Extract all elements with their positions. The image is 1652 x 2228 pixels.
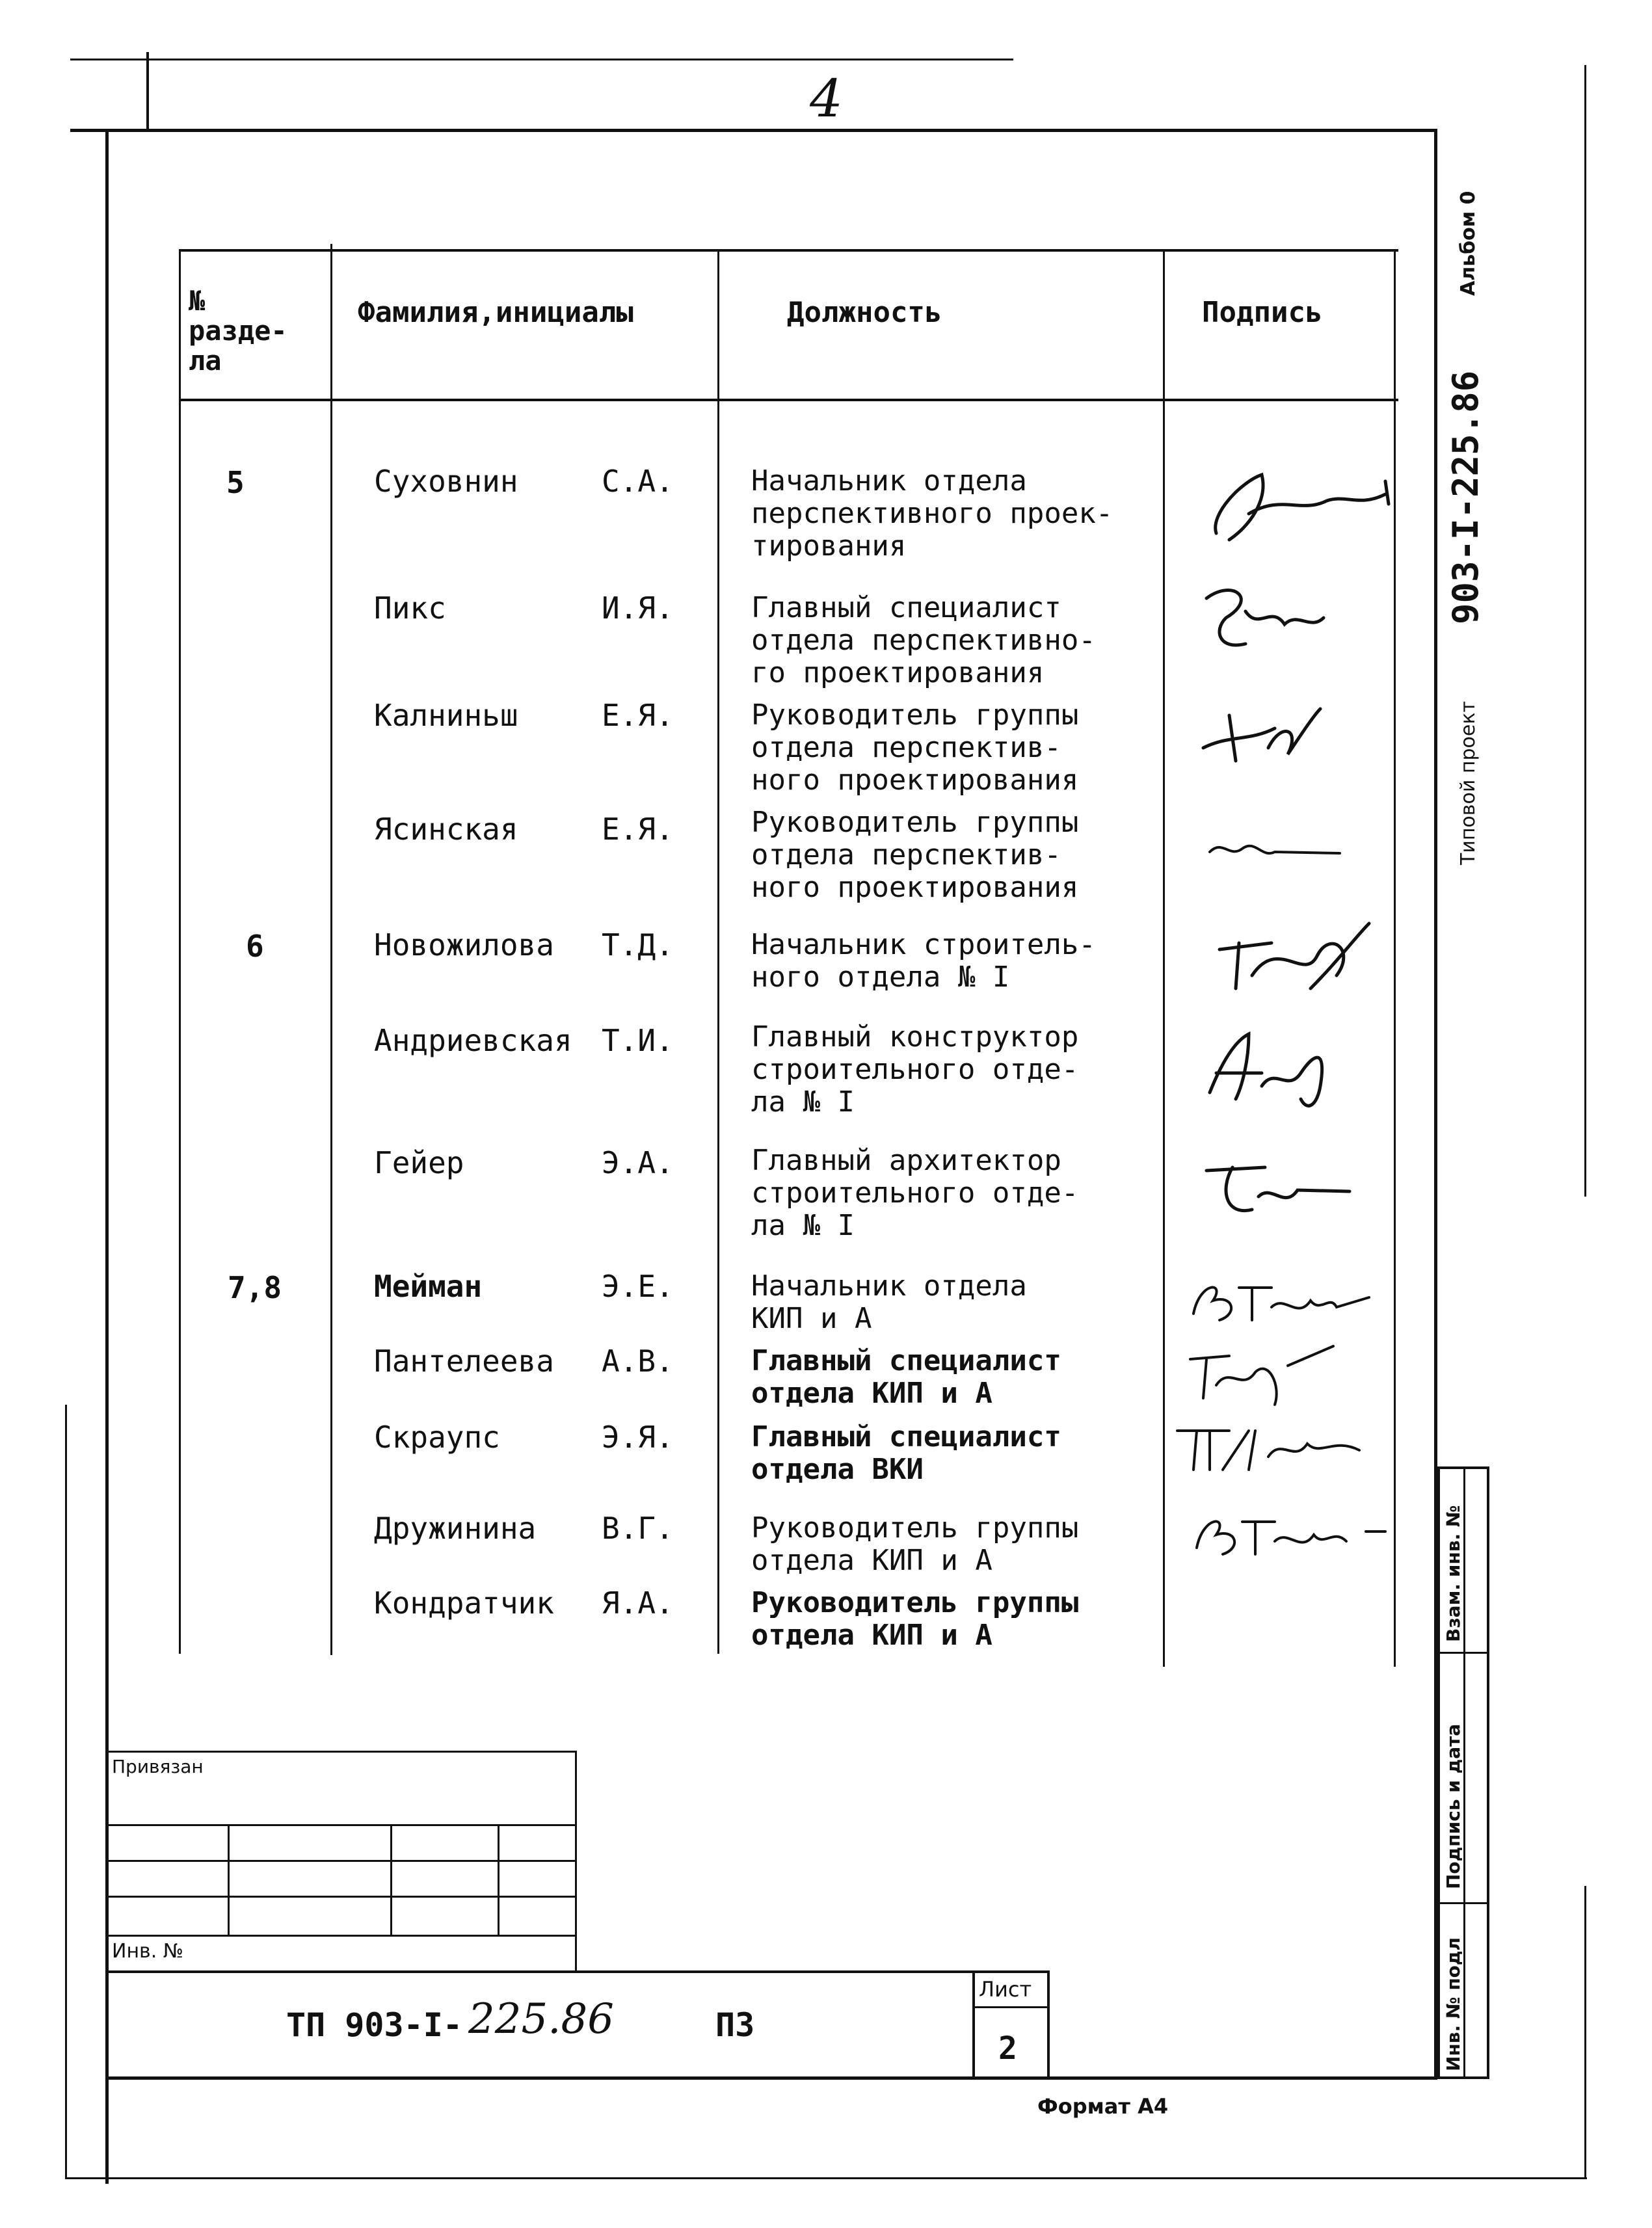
- table-row-position: Главный специалист отдела ВКИ: [751, 1420, 1061, 1486]
- field-exchange-inv: Взам. инв. №: [1443, 1505, 1464, 1642]
- table-col-line-1: [330, 244, 332, 1655]
- table-row-surname: Ясинская: [374, 812, 518, 847]
- inv-label: Инв. №: [112, 1940, 184, 1963]
- table-row-position: Начальник отдела КИП и А: [751, 1269, 1027, 1335]
- header-position: Должность: [787, 296, 942, 329]
- signature-image: [1184, 1502, 1392, 1567]
- side-stamp-sep1: [1437, 1652, 1489, 1654]
- doc-type: ПЗ: [715, 2006, 755, 2044]
- table-row-position: Руководитель группы отдела перспектив- ного проектирования: [751, 698, 1079, 797]
- table-row-surname: Мейман: [374, 1269, 483, 1304]
- table-row-surname: Кондратчик: [374, 1585, 554, 1621]
- table-col-line-3: [1163, 249, 1165, 1667]
- stamp-box-top: [108, 1751, 576, 1753]
- table-row-surname: Пантелеева: [374, 1344, 554, 1379]
- table-row-initials: С.А.: [602, 464, 674, 499]
- stamp-main-bottom: [108, 2076, 1437, 2080]
- format-label: Формат А4: [1037, 2094, 1169, 2119]
- table-row-position: Начальник строитель- ного отдела № I: [751, 928, 1096, 994]
- table-row-position: Главный архитектор строительного отде- ла № I: [751, 1144, 1079, 1242]
- outer-bottom-line: [65, 2177, 1587, 2179]
- outer-left-line: [65, 1405, 67, 2179]
- top-margin-line: [70, 59, 1013, 60]
- stamp-row-line: [108, 1896, 576, 1898]
- table-top-line: [179, 249, 1398, 252]
- table-row-position: Главный специалист отдела КИП и А: [751, 1344, 1061, 1410]
- signature-image: [1180, 1268, 1376, 1333]
- table-row-surname: Калниньш: [374, 698, 518, 733]
- signature-image: [1190, 689, 1340, 774]
- header-name: Фамилия,инициалы: [358, 296, 633, 329]
- table-row-surname: Андриевская: [374, 1023, 572, 1058]
- table-row-position: Главный конструктор строительного отде- ла № I: [751, 1020, 1079, 1119]
- table-col-line-0: [179, 249, 181, 1654]
- header-section-number: № разде-ла: [189, 285, 287, 377]
- binding-margin-line: [146, 52, 149, 130]
- table-row-surname: Новожилова: [374, 927, 554, 962]
- table-header-bottom-line: [179, 399, 1398, 401]
- frame-left: [105, 129, 109, 2184]
- stamp-row-line: [108, 1860, 576, 1862]
- doc-code-handwritten: 225.86: [468, 1995, 614, 2043]
- signature-image: [1171, 1411, 1366, 1476]
- project-number-side: 903-I-225.86: [1445, 370, 1486, 624]
- table-row-initials: И.Я.: [602, 590, 674, 626]
- frame-top: [70, 129, 1436, 132]
- table-col-line-2: [717, 249, 719, 1654]
- section-number: 7,8: [228, 1270, 282, 1305]
- stamp-row-line: [108, 1824, 576, 1826]
- table-row-initials: Е.Я.: [602, 812, 674, 847]
- table-row-position: Руководитель группы отдела КИП и А: [751, 1511, 1079, 1577]
- doc-code-prefix: ТП 903-I-: [286, 2006, 462, 2044]
- signature-image: [1193, 1151, 1363, 1229]
- table-row-surname: Скраупс: [374, 1420, 500, 1455]
- table-row-initials: Е.Я.: [602, 698, 674, 733]
- table-row-initials: Э.Я.: [602, 1420, 674, 1455]
- sheet-cell-divider: [972, 2006, 1049, 2008]
- outer-right-line-lower: [1584, 1886, 1586, 2179]
- side-stamp-bottom: [1437, 2076, 1489, 2079]
- album-label: Альбом 0: [1457, 191, 1480, 296]
- page-number: 4: [810, 68, 843, 129]
- stamp-col-line: [228, 1824, 230, 1935]
- stamp-main-top: [108, 1970, 1049, 1973]
- table-row-initials: Т.И.: [602, 1023, 674, 1058]
- table-row-position: Руководитель группы отдела перспектив- ного проектирования: [751, 806, 1079, 904]
- outer-right-line: [1584, 65, 1586, 1197]
- project-label: Типовой проект: [1457, 701, 1480, 865]
- field-inv-original: Инв. № подл: [1443, 1937, 1464, 2071]
- field-sign-date: Подпись и дата: [1443, 1723, 1464, 1889]
- signature-image: [1197, 826, 1353, 878]
- section-number: 6: [246, 929, 264, 964]
- table-row-surname: Пикс: [374, 590, 446, 626]
- side-stamp-sep2: [1437, 1902, 1489, 1904]
- sheet-label: Лист: [979, 1977, 1032, 2002]
- stamp-col-line: [498, 1824, 500, 1935]
- sheet-number: 2: [998, 2030, 1017, 2067]
- table-row-position: Начальник отдела перспективного проек- тирования: [751, 464, 1113, 563]
- table-row-initials: Э.А.: [602, 1145, 674, 1180]
- table-row-initials: А.В.: [602, 1344, 674, 1379]
- signature-image: [1190, 1021, 1346, 1119]
- sheet-cell-left: [972, 1970, 975, 2078]
- side-stamp-right: [1487, 1466, 1489, 2078]
- signature-image: [1190, 455, 1398, 553]
- header-signature: Подпись: [1202, 296, 1323, 329]
- table-row-surname: Дружинина: [374, 1511, 537, 1546]
- signature-image: [1187, 572, 1343, 663]
- side-stamp-left: [1437, 1466, 1440, 2078]
- table-row-initials: Э.Е.: [602, 1269, 674, 1304]
- table-row-position: Руководитель группы отдела КИП и А: [751, 1586, 1079, 1652]
- table-row-surname: Гейер: [374, 1145, 464, 1180]
- table-row-initials: В.Г.: [602, 1511, 674, 1546]
- table-row-position: Главный специалист отдела перспективно- го проектирования: [751, 591, 1096, 689]
- table-row-initials: Т.Д.: [602, 927, 674, 962]
- table-row-initials: Я.А.: [602, 1585, 674, 1621]
- section-number: 5: [226, 465, 245, 500]
- sheet-cell-right: [1047, 1970, 1050, 2078]
- bound-label: Привязан: [112, 1756, 204, 1777]
- signature-image: [1177, 1333, 1346, 1411]
- table-row-surname: Суховнин: [374, 464, 518, 499]
- signature-image: [1206, 910, 1376, 1001]
- stamp-row-line: [108, 1935, 576, 1937]
- stamp-col-line: [390, 1824, 392, 1935]
